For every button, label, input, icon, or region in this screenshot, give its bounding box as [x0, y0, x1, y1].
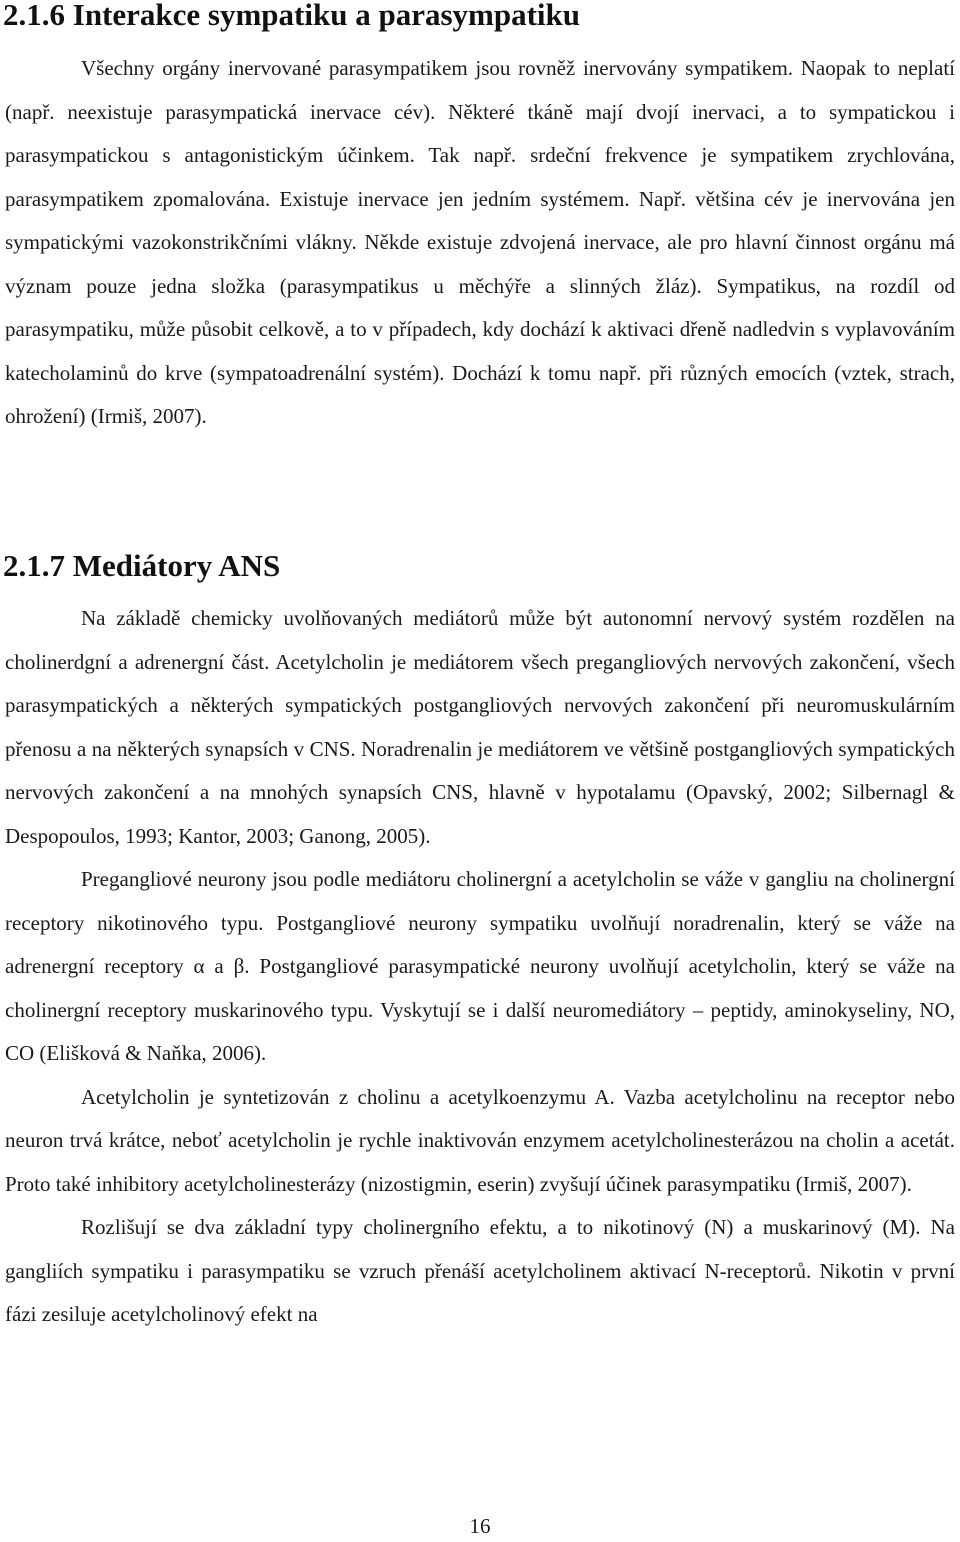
- paragraph: Pregangliové neurony jsou podle mediátoru cholinergní a acetylcholin se váže v gangliu na cholinergní receptory nikotinového typu. Postgangliové neurony sympatiku uvolňují noradrenalin, který se váže na adrenergní receptory α a β. Postgangliové parasympatické neurony uvolňují acetylcholin, který se váže na cholinergní receptory muskarinového typu. Vyskytují se i další neuromediátory – peptidy, aminokyseliny, NO, CO (Elišková & Naňka, 2006).: [5, 867, 955, 1065]
- section-body-mediatory: [5, 597, 955, 1337]
- section-heading-interakce: 2.1.6 Interakce sympatiku a parasympatiku: [3, 0, 580, 32]
- page-number: 16: [469, 1514, 491, 1538]
- paragraph: Acetylcholin je syntetizován z cholinu a acetylkoenzymu A. Vazba acetylcholinu na receptor nebo neuron trvá krátce, neboť acetylcholin je rychle inaktivován enzymem acetylcholinesterázou na cholin a acetát. Proto také inhibitory acetylcholinesterázy (nizostigmin, eserin) zvyšují účinek parasympatiku (Irmiš, 2007).: [5, 1084, 955, 1196]
- section-body-interakce: [5, 47, 955, 439]
- section-heading-mediatory: 2.1.7 Mediátory ANS: [3, 548, 281, 583]
- paragraph: Na základě chemicky uvolňovaných mediátorů může být autonomní nervový systém rozdělen na cholinerdgní a adrenergní část. Acetylcholin je mediátorem všech pregangliových nervových zakončení, všech parasympatických a některých sympatických postgangliových nervových zakončení při neuromuskulárním přenosu a na některých synapsích v CNS. Noradrenalin je mediátorem ve většině postgangliových sympatických nervových zakončení a na mnohých synapsích CNS, hlavně v hypotalamu (Opavský, 2002; Silbernagl & Despopoulos, 1993; Kantor, 2003; Ganong, 2005).: [5, 606, 955, 848]
- paragraph: Rozlišují se dva základní typy cholinergního efektu, a to nikotinový (N) a muskarinový (M). Na gangliích sympatiku i parasympatiku se vzruch přenáší acetylcholinem aktivací N-receptorů. Nikotin v první fázi zesiluje acetylcholinový efekt na: [5, 1215, 955, 1326]
- paragraph: Všechny orgány inervované parasympatikem jsou rovněž inervovány sympatikem. Naopak to neplatí (např. neexistuje parasympatická inervace cév). Některé tkáně mají dvojí inervaci, a to sympatickou i parasympatickou s antagonistickým účinkem. Tak např. srdeční frekvence je sympatikem zrychlována, parasympatikem zpomalována. Existuje inervace jen jedním systémem. Např. většina cév je inervována jen sympatickými vazokonstrikčními vlákny. Někde existuje zdvojená inervace, ale pro hlavní činnost orgánu má význam pouze jedna složka (parasympatikus u měchýře a slinných žláz). Sympatikus, na rozdíl od parasympatiku, může působit celkově, a to v případech, kdy dochází k aktivaci dřeně nadledvin s vyplavováním katecholaminů do krve (sympatoadrenální systém). Dochází k tomu např. při různých emocích (vztek, strach, ohrožení) (Irmiš, 2007).: [5, 56, 955, 428]
